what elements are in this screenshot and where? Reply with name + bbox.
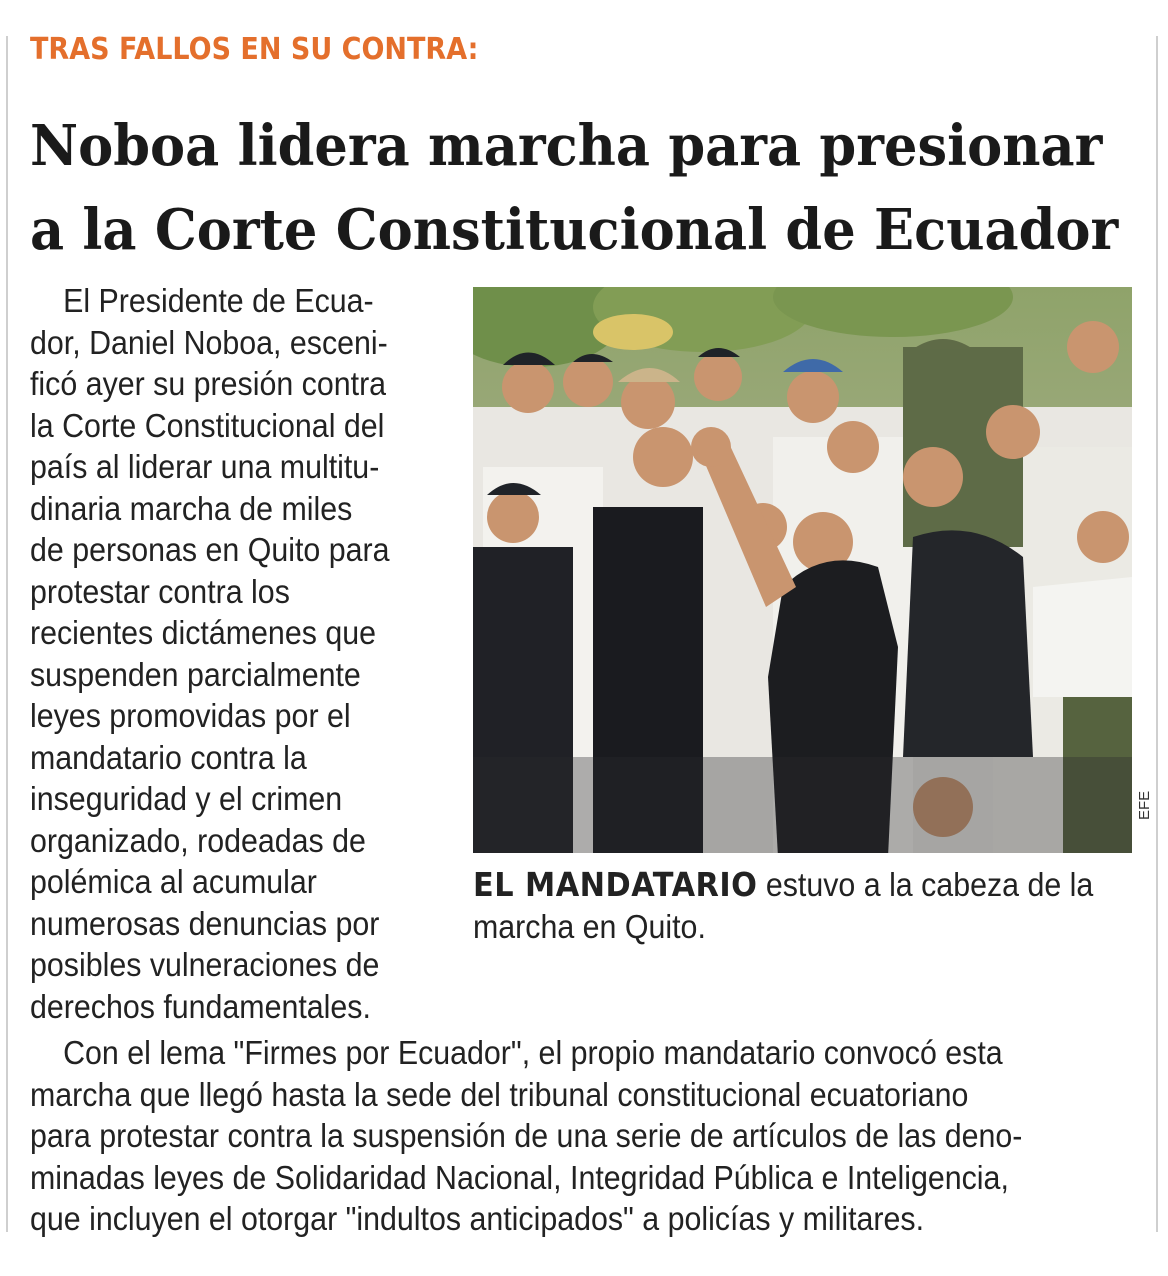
text-line: Con el lema "Firmes por Ecuador", el propio mandatario convocó esta bbox=[63, 1034, 1003, 1071]
text-line: posibles vulneraciones de bbox=[30, 946, 380, 983]
text-line: derechos fundamentales. bbox=[30, 987, 371, 1025]
headline bbox=[30, 104, 1160, 272]
text-line: la Corte Constitucional del bbox=[30, 406, 385, 444]
kicker: TRAS FALLOS EN SU CONTRA: bbox=[30, 32, 479, 67]
headline-line: a la Corte Constitucional de Ecuador bbox=[30, 197, 1119, 263]
text-line: protestar contra los bbox=[30, 572, 290, 610]
text-line: inseguridad y el crimen bbox=[30, 780, 343, 817]
text-line: marcha que llegó hasta la sede del tribunal constitucional ecuatoriano bbox=[30, 1075, 969, 1113]
text-line: leyes promovidas por el bbox=[30, 697, 351, 734]
news-photo bbox=[473, 287, 1132, 853]
text-line: país al liderar una multitu- bbox=[30, 448, 380, 485]
text-line: mandatario contra la bbox=[30, 738, 307, 776]
photo-caption bbox=[473, 864, 1153, 947]
left-column-rule bbox=[6, 36, 8, 1232]
headline-line: Noboa lidera marcha para presionar bbox=[30, 113, 1103, 179]
text-line: ficó ayer su presión contra bbox=[30, 365, 387, 402]
text-line: para protestar contra la suspensión de una serie de artículos de las deno- bbox=[30, 1117, 1023, 1154]
text-line: organizado, rodeadas de bbox=[30, 821, 366, 859]
photo-credit: EFE bbox=[1136, 790, 1153, 820]
caption-lead: EL MANDATARIO bbox=[473, 865, 758, 904]
text-line: que incluyen el otorgar "indultos anticipados" a policías y militares. bbox=[30, 1200, 925, 1237]
text-line: minadas leyes de Solidaridad Nacional, Integridad Pública e Inteligencia, bbox=[30, 1158, 1009, 1196]
second-paragraph bbox=[30, 1032, 1150, 1240]
text-line: El Presidente de Ecua- bbox=[63, 282, 374, 319]
text-line: de personas en Quito para bbox=[30, 531, 390, 568]
text-line: numerosas denuncias por bbox=[30, 904, 380, 942]
lead-paragraph bbox=[30, 280, 430, 1027]
text-line: suspenden parcialmente bbox=[30, 655, 361, 693]
caption-line: marcha en Quito. bbox=[473, 907, 706, 945]
text-line: dor, Daniel Noboa, esceni- bbox=[30, 323, 388, 361]
crowd-photo-illustration bbox=[473, 287, 1132, 853]
text-line: recientes dictámenes que bbox=[30, 614, 376, 651]
text-line: dinaria marcha de miles bbox=[30, 489, 353, 527]
caption-line bbox=[473, 864, 1099, 906]
text-line: polémica al acumular bbox=[30, 863, 317, 900]
caption-text: estuvo a la cabeza de la bbox=[757, 866, 1094, 903]
